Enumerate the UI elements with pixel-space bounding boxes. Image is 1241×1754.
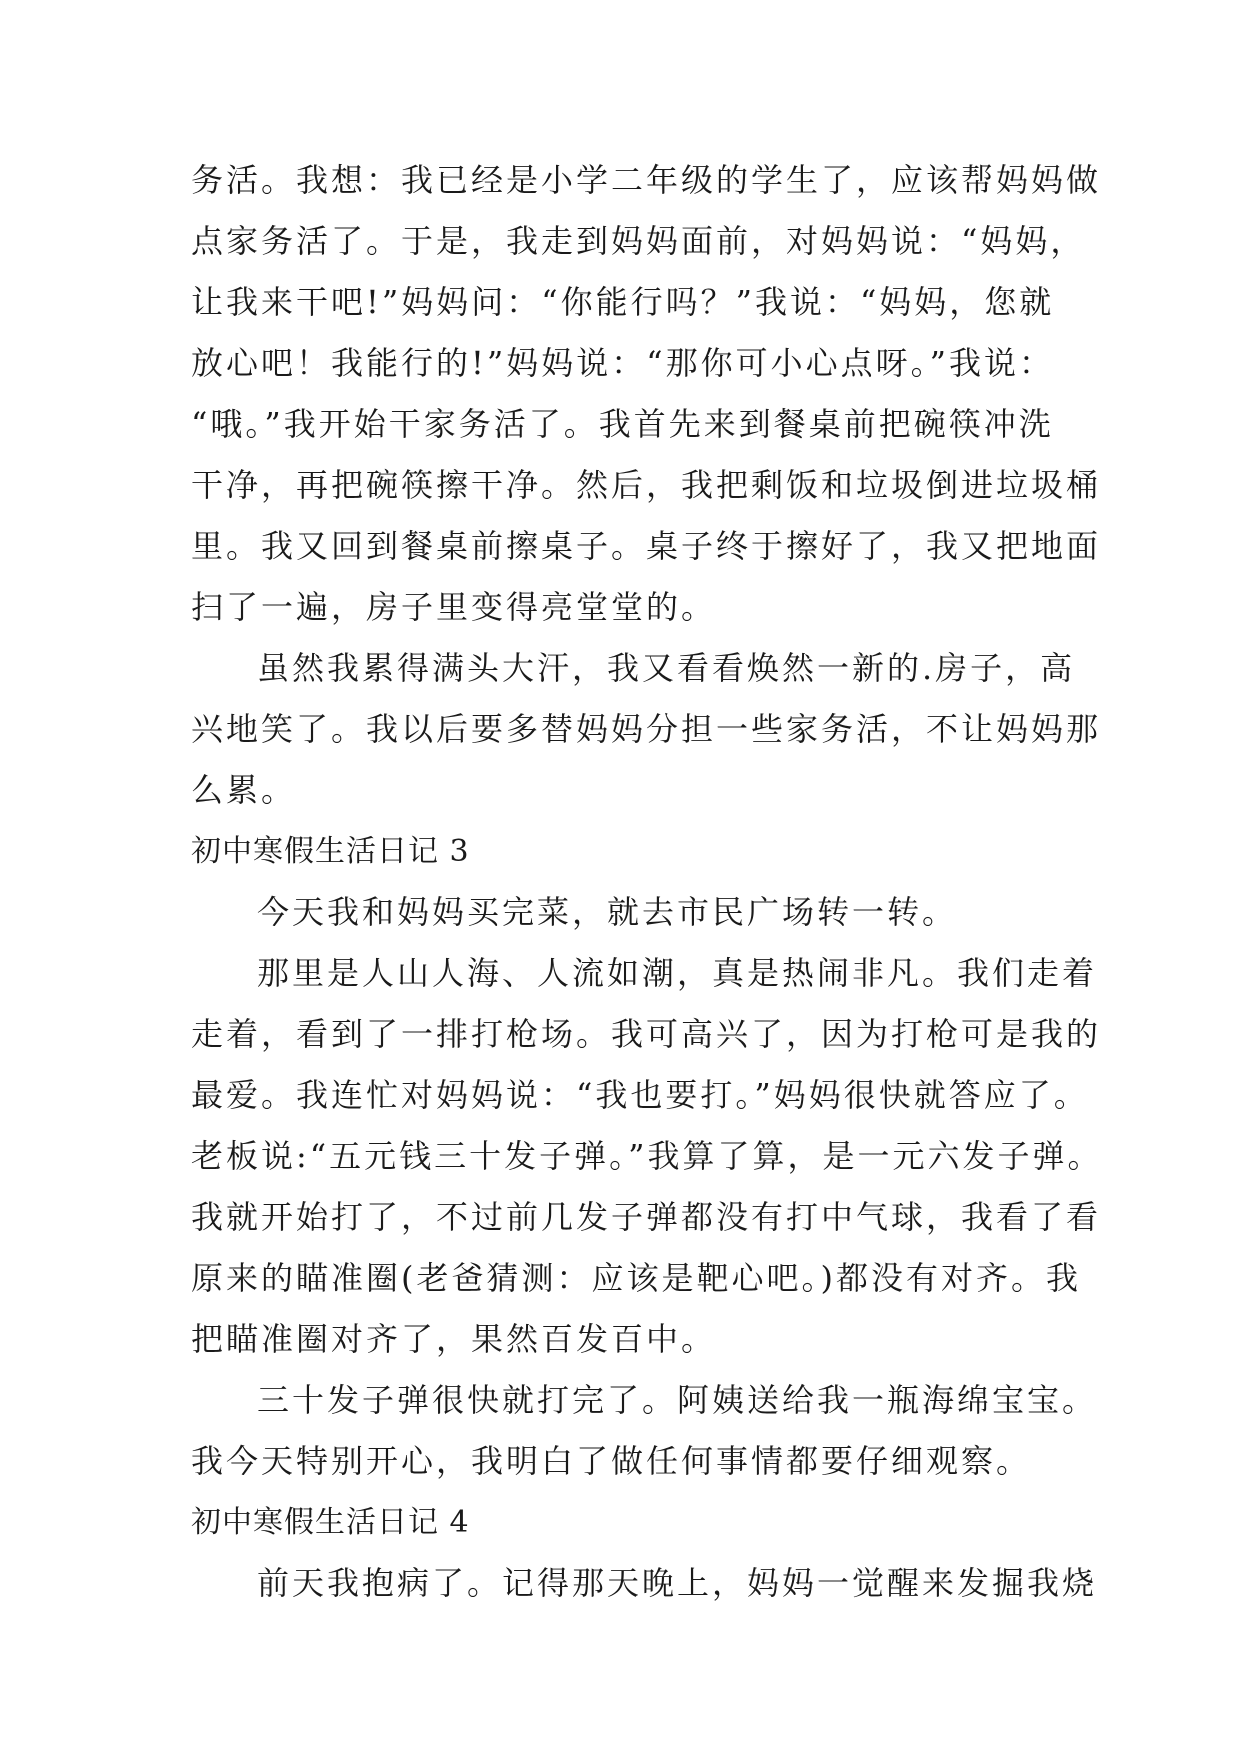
paragraph-line: 虽然我累得满头大汗，我又看看焕然一新的.房子，高 bbox=[257, 649, 1076, 687]
paragraph-line: 里。我又回到餐桌前擦桌子。桌子终于擦好了，我又把地面 bbox=[191, 527, 1102, 565]
paragraph-line: 前天我抱病了。记得那天晚上，妈妈一觉醒来发掘我烧 bbox=[257, 1564, 1098, 1602]
paragraph-line: 三十发子弹很快就打完了。阿姨送给我一瓶海绵宝宝。 bbox=[257, 1381, 1098, 1419]
paragraph-line: 兴地笑了。我以后要多替妈妈分担一些家务活，不让妈妈那 bbox=[191, 710, 1102, 748]
paragraph-line: 扫了一遍，房子里变得亮堂堂的。 bbox=[191, 588, 717, 626]
paragraph-line: 点家务活了。于是，我走到妈妈面前，对妈妈说：“妈妈， bbox=[191, 222, 1086, 260]
paragraph-line: 走着，看到了一排打枪场。我可高兴了，因为打枪可是我的 bbox=[191, 1015, 1102, 1053]
paragraph-line: 让我来干吧!”妈妈问：“你能行吗？”我说：“妈妈，您就 bbox=[191, 283, 1055, 321]
section-heading: 初中寒假生活日记 3 bbox=[191, 834, 470, 869]
paragraph-line: 务活。我想：我已经是小学二年级的学生了，应该帮妈妈做 bbox=[191, 161, 1102, 199]
paragraph-line: 么累。 bbox=[191, 771, 297, 809]
paragraph-line: 原来的瞄准圈(老爸猜测：应该是靶心吧。)都没有对齐。我 bbox=[191, 1259, 1081, 1297]
document-body bbox=[191, 150, 1103, 1614]
paragraph-line: 放心吧！我能行的!”妈妈说：“那你可小心点呀。”我说： bbox=[191, 344, 1054, 382]
paragraph-line: “哦。”我开始干家务活了。我首先来到餐桌前把碗筷冲洗 bbox=[191, 405, 1054, 443]
paragraph-line: 最爱。我连忙对妈妈说：“我也要打。”妈妈很快就答应了。 bbox=[191, 1076, 1089, 1114]
paragraph-line: 我就开始打了，不过前几发子弹都没有打中气球，我看了看 bbox=[191, 1198, 1102, 1236]
paragraph-line: 我今天特别开心，我明白了做任何事情都要仔细观察。 bbox=[191, 1442, 1032, 1480]
section-heading: 初中寒假生活日记 4 bbox=[191, 1505, 470, 1540]
paragraph-line: 老板说:“五元钱三十发子弹。”我算了算，是一元六发子弹。 bbox=[191, 1137, 1103, 1175]
paragraph-line: 今天我和妈妈买完菜，就去市民广场转一转。 bbox=[257, 893, 958, 931]
paragraph-line: 那里是人山人海、人流如潮，真是热闹非凡。我们走着 bbox=[257, 954, 1098, 992]
paragraph-line: 把瞄准圈对齐了，果然百发百中。 bbox=[191, 1320, 717, 1358]
paragraph-line: 干净，再把碗筷擦干净。然后，我把剩饭和垃圾倒进垃圾桶 bbox=[191, 466, 1102, 504]
